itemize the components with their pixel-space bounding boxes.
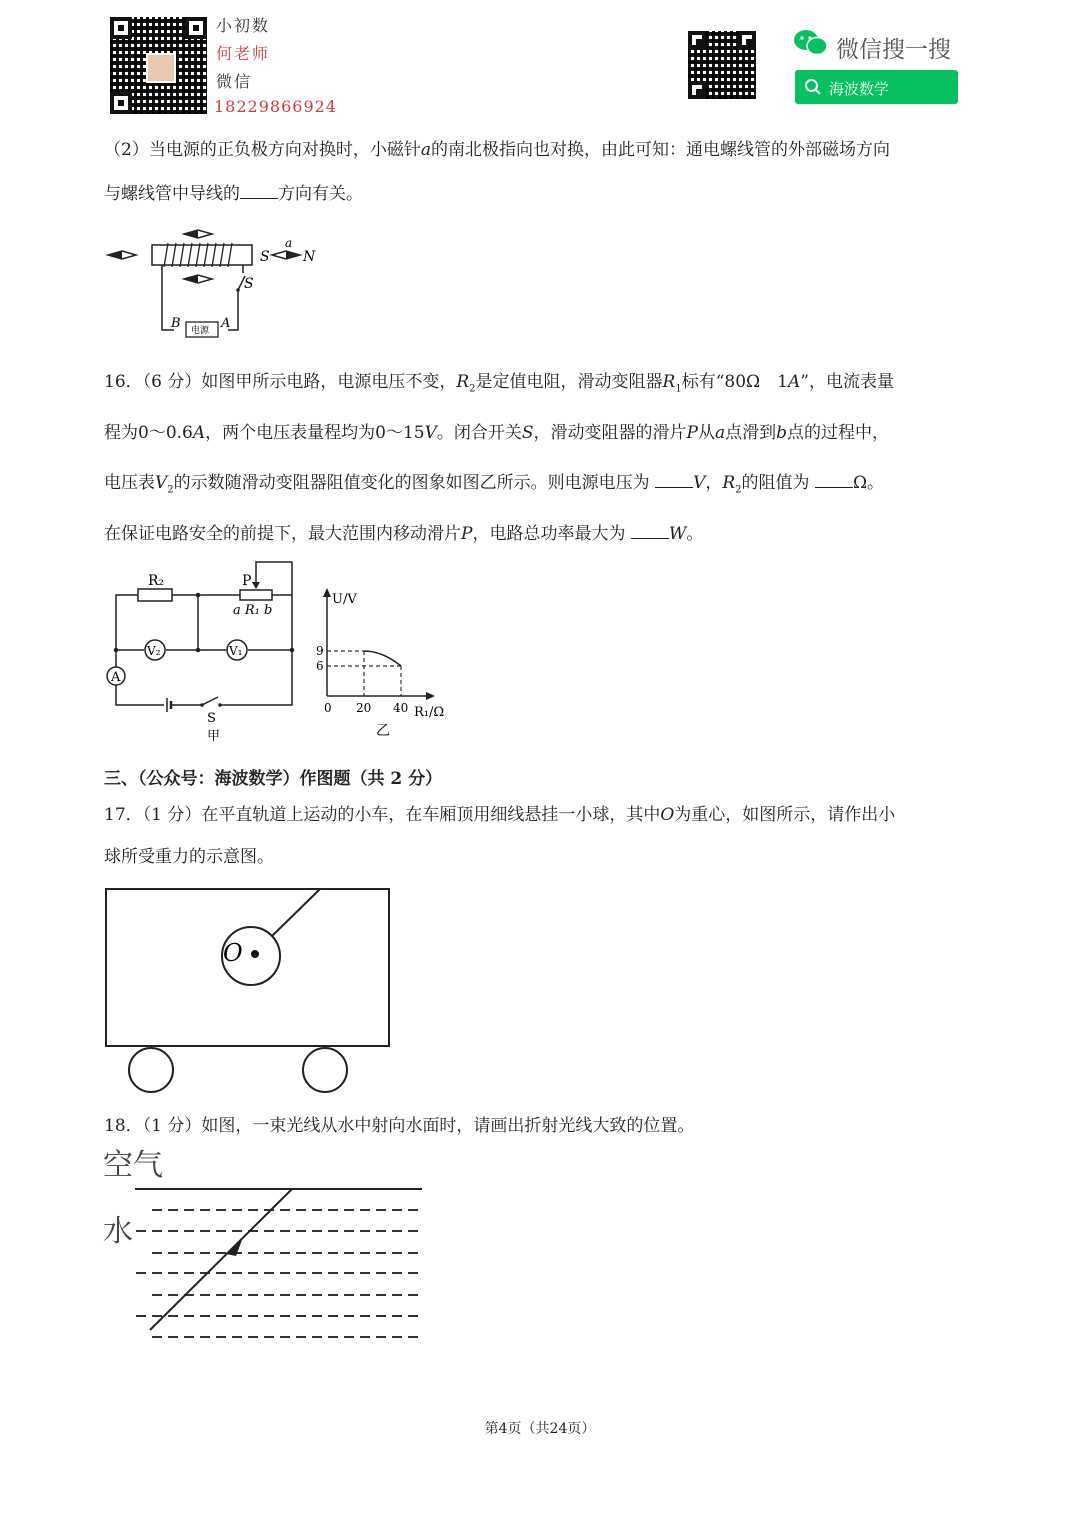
x-axis-label: R₁/Ω [414,705,445,720]
label-switch-S: S [244,276,254,292]
compass-needle-bottom [184,275,212,283]
q17-line-1: 17．（1 分）在平直轨道上运动的小车，在车厢顶用细线悬挂一小球，其中O为重心，如图所示，请作出小 [104,805,896,825]
label-ar1b: a R₁ b [233,603,273,618]
center-of-gravity [251,950,259,958]
solenoid-figure [100,228,330,338]
compass-needle-a [272,251,300,259]
label-a: a [285,236,293,250]
compass-needle-top [184,230,212,238]
label-v1: V₁ [229,644,243,658]
label-o: O [223,939,243,967]
label-ammeter: A [111,670,121,685]
refraction-figure [100,1145,430,1345]
contact-phone: 18229866924 [214,97,337,116]
chart-title: 乙 [376,723,390,739]
q15-line-1: （2）当电源的正负极方向对换时，小磁针a的南北极指向也对换，由此可知：通电螺线管的外部磁场方向 [104,140,890,160]
y-tick-label: 6 [316,659,324,673]
q17-line-2: 球所受重力的示意图。 [104,847,274,867]
label-N: N [303,249,316,265]
q16-line-4: 在保证电路安全的前提下，最大范围内移动滑片P，电路总功率最大为 W。 [104,524,704,544]
label-r2: R₂ [148,573,165,589]
cart-figure [100,884,400,1099]
wechat-icon [793,28,829,58]
y-axis-label: U/V [332,592,357,607]
contact-line-3: 微信 [216,72,253,91]
y-tick-label: 9 [316,644,324,658]
label-power: 电源 [191,326,210,336]
x-tick-label: 0 [324,701,332,715]
series-line [364,651,401,666]
rheostat-r1 [240,590,272,600]
x-axis-arrow [426,692,435,700]
section-title: 三、（公众号：海波数学）作图题（共 2 分） [104,769,443,789]
q16-line-3: 电压表$V_2$的示数随滑动变阻器阻值变化的图象如图乙所示。则电源电压为 V，$R_2$的阻值为 Ω。 [104,473,885,496]
label-water: 水 [103,1214,133,1249]
contact-line-1: 小初数 [216,16,271,35]
q18-line-1: 18．（1 分）如图，一束光线从水中射向水面时，请画出折射光线大致的位置。 [104,1116,695,1136]
answer-blank[interactable] [240,184,278,199]
label-v2: V₂ [147,644,161,658]
compass-needle-left [108,251,136,259]
label-air: 空气 [103,1148,163,1183]
switch [202,697,218,705]
search-button[interactable] [795,70,958,104]
answer-blank-resistance[interactable] [815,473,853,488]
answer-blank-power[interactable] [631,524,669,539]
slider-p [252,582,260,589]
y-axis-arrow [323,588,331,597]
wheel-left [129,1048,173,1092]
search-button-label: 海波数学 [829,80,890,98]
q16-line-1: 16．（6 分）如图甲所示电路，电源电压不变，$R_2$是定值电阻，滑动变阻器$R_1$标有“80Ω 1A”，电流表量 [104,372,894,395]
wechat-search-label: 微信搜一搜 [836,37,951,63]
label-S-right: S [260,249,270,265]
q16-line-2: 程为0～0.6A，两个电压表量程均为0～15V。闭合开关S，滑动变阻器的滑片P从a点滑到b点的过程中， [104,423,890,443]
contact-qr-code [110,17,207,114]
x-tick-label: 40 [393,701,409,715]
search-icon [804,78,822,96]
graph-figure-yi [310,585,465,740]
q15-line-2: 与螺线管中导线的 方向有关。 [104,184,363,204]
label-B: B [171,316,181,331]
contact-line-2: 何老师 [216,44,271,63]
x-tick-label: 20 [356,701,372,715]
page-footer: 第4页（共24页） [484,1421,596,1437]
resistor-r2 [138,589,172,601]
search-qr-code [688,31,756,99]
answer-blank-voltage[interactable] [655,473,693,488]
wheel-right [303,1048,347,1092]
label-A: A [221,316,231,331]
label-s: S [207,711,216,726]
label-jia: 甲 [207,729,221,744]
circuit-figure-jia [100,560,305,745]
label-p: P [242,573,252,589]
